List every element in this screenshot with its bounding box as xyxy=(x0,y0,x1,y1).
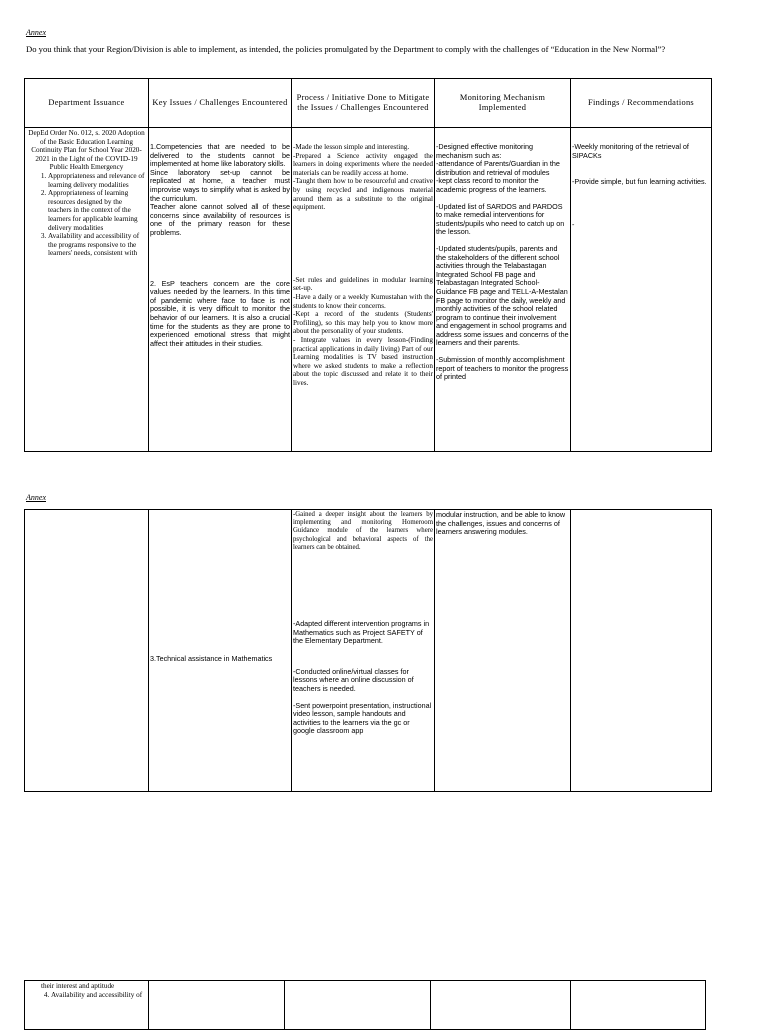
process-text: -Gained a deeper insight about the learners by implementing and monitoring Homeroom Guidance module of the learners where psychological and behavioral aspects of the learners can be obtained. xyxy=(293,511,433,551)
issuance-item: 3. Availability and accessibility of the programs responsive to the learners' needs, consistent with xyxy=(48,232,147,258)
findings-text: -Provide simple, but fun learning activities. xyxy=(572,177,707,187)
key-issues-cell-empty xyxy=(149,981,285,1030)
header-monitoring-mechanism: Monitoring Mechanism Implemented xyxy=(435,79,571,128)
issue-text: Teacher alone cannot solved all of these concerns since availability of resources is one of the primary reason for these problems. xyxy=(150,202,290,237)
process-text: -Have a daily or a weekly Kumustahan with the students to know their concerns. xyxy=(293,292,433,310)
issuance-list xyxy=(26,172,147,258)
header-findings: Findings / Recommendations xyxy=(571,79,712,128)
monitoring-text: -attendance of Parents/Guardian in the distribution and retrieval of modules xyxy=(436,159,560,177)
process-cell xyxy=(292,510,435,792)
monitoring-text: -Updated students/pupils, parents and the stakeholders of the different school activities through the Telabastagan Integrated School FB page and Telabastagan Integrated School-Guidance FB page and TELL-A-Mestalan FB page to monitor the daily, weekly and monthly activities of the school related program to continue their involvement and engagement in school programs and address some issues and concerns of the learners and their parents. xyxy=(436,243,569,348)
issuance-table xyxy=(24,78,712,452)
monitoring-cell xyxy=(435,510,571,792)
process-text: -Prepared a Science activity engaged the learners in doing experiments where the needed materials can be readily access at home. xyxy=(293,151,433,177)
process-cell-empty xyxy=(285,981,431,1030)
process-text: - Integrate values in every lesson-(Finding practical applications in daily living) Part of our Learning modalities is TV based instruction where we asked students to make a reflection about the topic discussed and relate it to their lives. xyxy=(293,335,433,387)
annex-label: Annex xyxy=(26,28,46,37)
header-department-issuance: Department Issuance xyxy=(25,79,149,128)
key-issues-cell xyxy=(149,128,292,452)
issuance-cell xyxy=(25,981,149,1030)
page3-table xyxy=(24,980,706,1030)
question-text: Do you think that your Region/Division is able to implement, as intended, the policies promulgated by the Department to comply with the challenges of “Education in the New Normal”? xyxy=(26,44,666,54)
continuation-table xyxy=(24,509,712,792)
findings-cell-empty xyxy=(571,510,712,792)
process-text: -Taught them how to be resourceful and creative by using recycled and indigenous material around them as a substitute to the original equipment. xyxy=(293,177,433,212)
process-text: -Kept a record of the students (Students' Profiling), so this may help you to know more about the personality of your students. xyxy=(293,310,433,336)
monitoring-text: -Updated list of SARDOS and PARDOS to make remedial interventions for students/pupils who need to catch up on the lesson. xyxy=(436,201,565,237)
monitoring-cell xyxy=(435,128,571,452)
issuance-title: DepEd Order No. 012, s. 2020 Adoption of the Basic Education Learning Continuity Plan for School Year 2020-2021 in the Light of the COVID-19 Public Health Emergency xyxy=(28,129,145,172)
findings-cell-empty xyxy=(571,981,706,1030)
monitoring-text: -Designed effective monitoring mechanism such as: xyxy=(436,142,533,160)
process-text: -Made the lesson simple and interesting. xyxy=(293,143,410,151)
monitoring-text: modular instruction, and be able to know the challenges, issues and concerns of learners answering modules. xyxy=(436,510,566,537)
process-text: -Set rules and guidelines in modular learning set-up. xyxy=(293,275,433,293)
issuance-text: their interest and aptitude xyxy=(41,982,115,990)
issuance-item: 2. Appropriateness of learning resources designed by the teachers in the context of the learners for applicable learning delivery modalities xyxy=(48,189,147,232)
issue-text: Since laboratory set-up cannot be replicated at home, a teacher must improvise ways to simplify what is asked by the curriculum. xyxy=(150,167,290,203)
issuance-list xyxy=(41,991,147,1000)
issue-text: 1.Competencies that are needed to be delivered to the students cannot be implemented at home like laboratory skills. xyxy=(150,142,290,169)
header-key-issues: Key Issues / Challenges Encountered xyxy=(149,79,292,128)
issue-text: 3.Technical assistance in Mathematics xyxy=(150,654,273,663)
process-text: -Conducted online/virtual classes for lessons where an online discussion of teachers is needed. xyxy=(293,666,414,693)
findings-text: -Weekly monitoring of the retrieval of SIPACKs xyxy=(572,142,689,160)
findings-cell xyxy=(571,128,712,452)
process-cell xyxy=(292,128,435,452)
header-process-initiative: Process / Initiative Done to Mitigate the Issues / Challenges Encountered xyxy=(292,79,435,128)
key-issues-cell xyxy=(149,510,292,792)
monitoring-text: -kept class record to monitor the academic progress of the learners. xyxy=(436,176,547,194)
monitoring-cell-empty xyxy=(431,981,571,1030)
issuance-cell xyxy=(25,128,149,452)
issue-text: 2. EsP teachers concern are the core values needed by the learners. In this time of pandemic where face to face is not possible, it is very difficult to monitor the behavior of our learners. It is also a crucial time for the students as they are prone to experienced emotional stress that might affect their attitudes in their studies. xyxy=(150,278,290,348)
issuance-item: 1. Appropriateness and relevance of learning delivery modalities xyxy=(48,172,147,189)
annex-label: Annex xyxy=(26,493,46,502)
process-text: -Adapted different intervention programs in Mathematics such as Project SAFETY of the Elementary Department. xyxy=(293,619,430,646)
issuance-cell-empty xyxy=(25,510,149,792)
issuance-item: 4. Availability and accessibility of xyxy=(51,991,147,1000)
process-text: -Sent powerpoint presentation, instructional video lesson, sample handouts and activities to the learners via the gc or google classroom app xyxy=(293,700,432,736)
monitoring-text: -Submission of monthly accomplishment report of teachers to monitor the progress of printed xyxy=(436,355,569,382)
findings-text: - xyxy=(572,219,575,229)
